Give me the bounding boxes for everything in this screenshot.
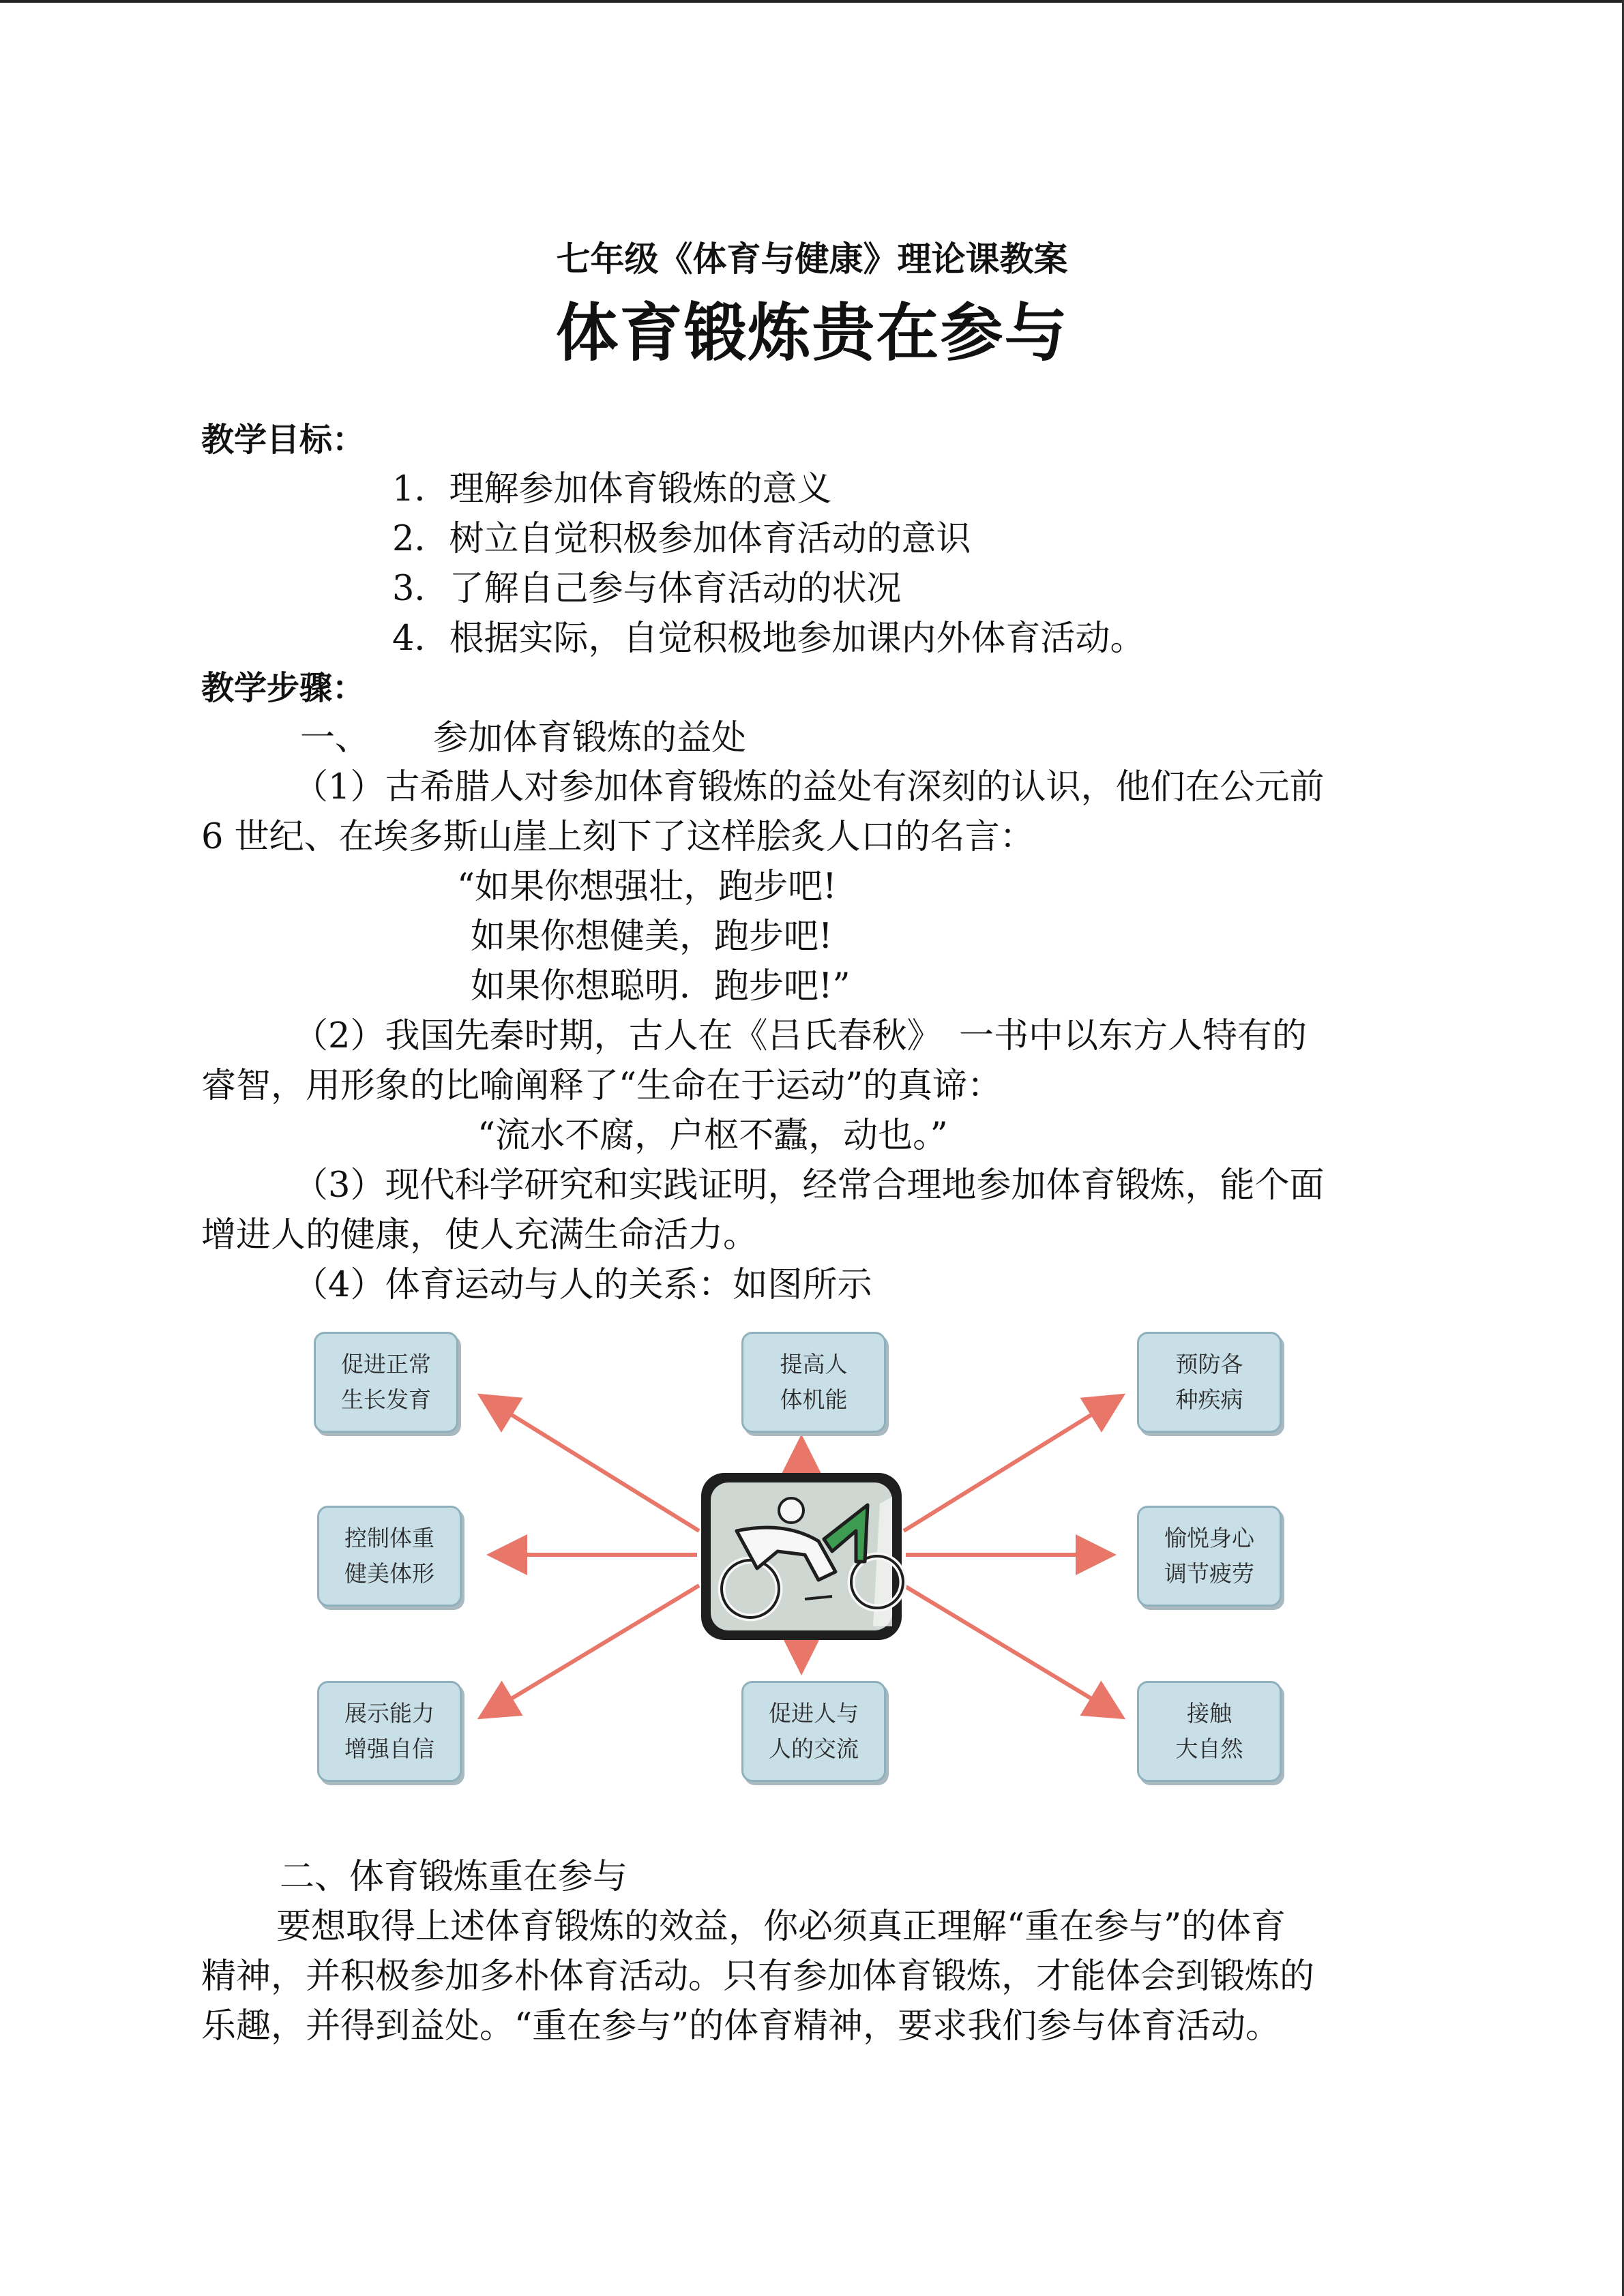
section1-number: 一、	[300, 718, 370, 758]
quote-line-3: 如果你想聪明．跑步吧!”	[471, 966, 851, 1007]
paragraph-4: （4）体育运动与人的关系：如图所示	[293, 1265, 872, 1305]
section2-line-3: 乐趣，并得到益处。“重在参与”的体育精神，要求我们参与体育活动。	[201, 2006, 1281, 2046]
section2-title: 二、体育锻炼重在参与	[280, 1857, 628, 1897]
objective-item: 2．树立自觉积极参加体育活动的意识	[392, 519, 971, 559]
paragraph-2-line-2: 睿智，用形象的比喻阐释了“生命在于运动”的真谛：	[201, 1066, 1003, 1106]
document-subtitle: 七年级《体育与健康》理论课教案	[556, 239, 1068, 279]
arrow-top-left	[484, 1398, 699, 1531]
section2-line-1: 要想取得上述体育锻炼的效益，你必须真正理解“重在参与”的体育	[276, 1907, 1286, 1947]
quote-line-1: “如果你想强壮，跑步吧!	[457, 867, 837, 907]
paragraph-3-line-1: （3）现代科学研究和实践证明，经常合理地参加体育锻炼，能个面	[293, 1165, 1325, 1206]
cyclist-icon	[701, 1473, 903, 1640]
arrow-bottom-right	[904, 1585, 1119, 1715]
steps-heading: 教学步骤：	[201, 669, 366, 707]
paragraph-2-line-1: （2）我国先秦时期，古人在《吕氏春秋》 一书中以东方人特有的	[293, 1016, 1307, 1056]
quote-line-4: “流水不腐，户枢不蠹，动也。”	[477, 1116, 948, 1156]
section1-title: 参加体育锻炼的益处	[433, 718, 747, 758]
sports-benefits-diagram	[314, 1326, 1289, 1800]
paragraph-3-line-2: 增进人的健康，使人充满生命活力。	[201, 1215, 758, 1255]
page-top-border	[0, 0, 1624, 3]
benefit-box-weight-control: 控制体重 健美体形	[317, 1506, 462, 1607]
benefit-box-disease-prevention: 预防各 种疾病	[1137, 1332, 1282, 1433]
benefit-box-nature: 接触 大自然	[1137, 1681, 1282, 1782]
benefit-box-mood: 愉悦身心 调节疲劳	[1137, 1506, 1282, 1607]
benefit-box-communication: 促进人与 人的交流	[741, 1681, 886, 1782]
section2-line-2: 精神，并积极参加多朴体育活动。只有参加体育锻炼，才能体会到锻炼的	[201, 1956, 1315, 1997]
arrow-bottom-left	[484, 1585, 699, 1715]
document-title: 体育锻炼贵在参与	[555, 297, 1069, 370]
benefit-box-confidence: 展示能力 增强自信	[317, 1681, 462, 1782]
benefit-box-growth: 促进正常 生长发育	[314, 1332, 458, 1433]
objective-item: 3．了解自己参与体育活动的状况	[392, 569, 902, 609]
arrow-top-right	[904, 1398, 1119, 1531]
objectives-heading: 教学目标：	[201, 421, 366, 459]
quote-line-2: 如果你想健美，跑步吧!	[471, 916, 833, 957]
paragraph-1-line-2: 6 世纪、在埃多斯山崖上刻下了这样脍炙人口的名言：	[201, 817, 1035, 857]
objective-item: 4．根据实际，自觉积极地参加课内外体育活动。	[392, 618, 1145, 659]
objective-item: 1．理解参加体育锻炼的意义	[392, 469, 832, 509]
benefit-box-body-function: 提高人 体机能	[741, 1332, 886, 1433]
paragraph-1-line-1: （1）古希腊人对参加体育锻炼的益处有深刻的认识，他们在公元前	[293, 767, 1325, 807]
